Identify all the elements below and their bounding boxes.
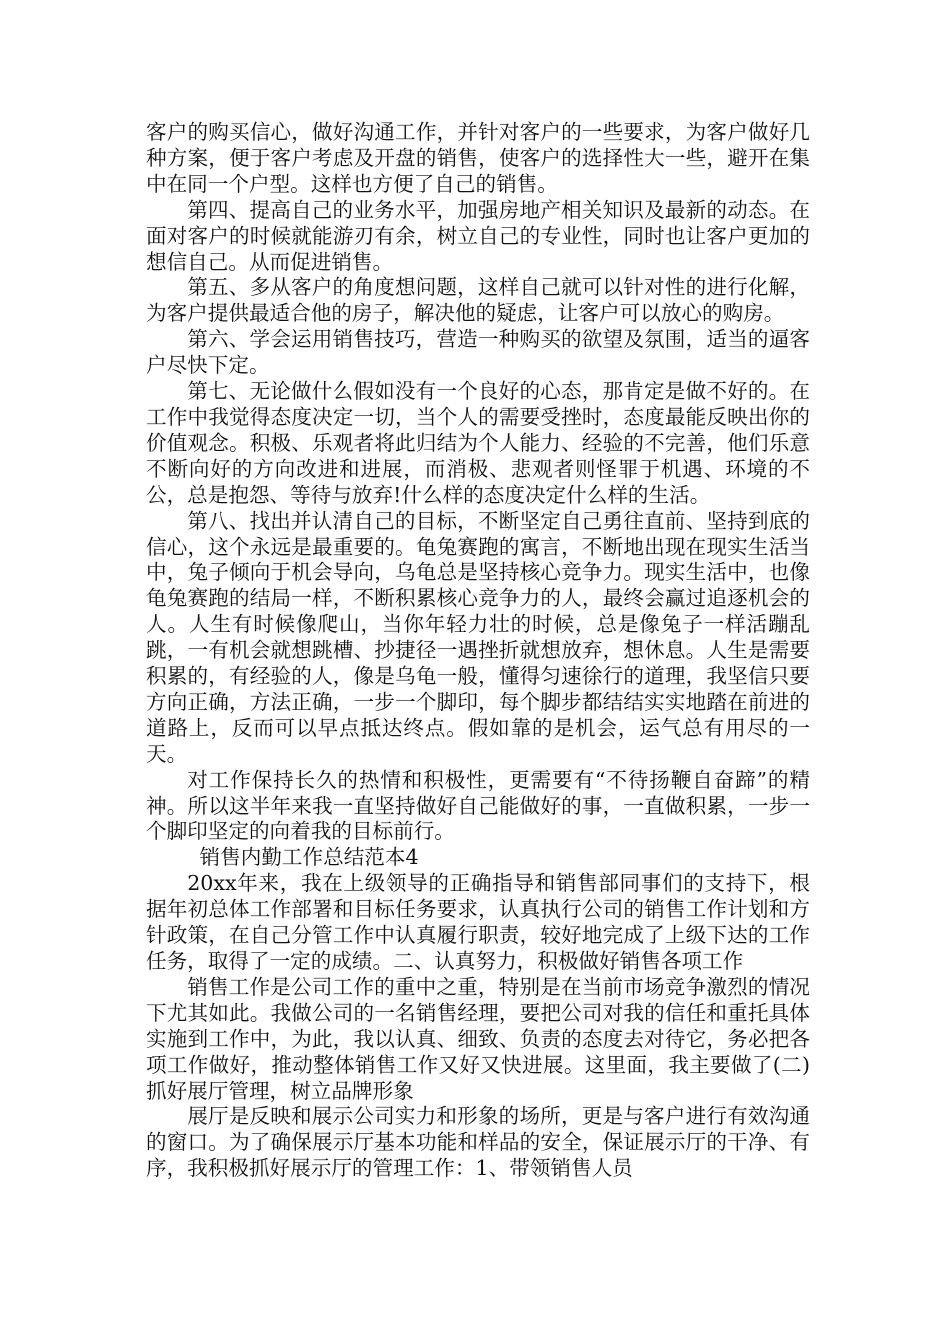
paragraph: 展厅是反映和展示公司实力和形象的场所，更是与客户进行有效沟通的窗口。为了确保展示厅基本功能和样品的安全，保证展示厅的干净、有序，我积极抓好展示厅的管理工作：1、带领销售人员 [146, 1104, 810, 1181]
paragraph: 第六、学会运用销售技巧，营造一种购买的欲望及氛围，适当的逼客户尽快下定。 [146, 327, 810, 378]
section-heading: 销售内勤工作总结范本4 [199, 845, 419, 870]
paragraph: 销售工作是公司工作的重中之重，特别是在当前市场竞争激烈的情况下尤其如此。我做公司的一名销售经理，要把公司对我的信任和重托具体实施到工作中，为此，我以认真、细致、负责的态度去对待它，务必把各项工作做好，推动整体销售工作又好又快进展。这里面，我主要做了(二)抓好展厅管理，树立品牌形象 [146, 974, 810, 1103]
paragraph: 对工作保持长久的热情和积极性，更需要有“不待扬鞭自奋蹄”的精神。所以这半年来我一直坚持做好自己能做好的事，一直做积累，一步一个脚印坚定的向着我的目标前行。 [146, 767, 810, 844]
paragraph: 第四、提高自己的业务水平，加强房地产相关知识及最新的动态。在面对客户的时候就能游刃有余，树立自己的专业性，同时也让客户更加的想信自己。从而促进销售。 [146, 197, 810, 274]
paragraph: 第八、找出并认清自己的目标，不断坚定自己勇往直前、坚持到底的信心，这个永远是最重要的。龟兔赛跑的寓言，不断地出现在现实生活当中，兔子倾向于机会导向，乌龟总是坚持核心竞争力。现实生活中，也像龟兔赛跑的结局一样，不断积累核心竞争力的人，最终会赢过追逐机会的人。人生有时候像爬山，当你年轻力壮的时候，总是像兔子一样活蹦乱跳，一有机会就想跳槽、抄捷径一遇挫折就想放弃，想休息。人生是需要积累的，有经验的人，像是乌龟一般，懂得匀速徐行的道理，我坚信只要方向正确，方法正确，一步一个脚印，每个脚步都结结实实地踏在前进的道路上，反而可以早点抵达终点。假如靠的是机会，运气总有用尽的一天。 [146, 508, 810, 766]
paragraph: 第五、多从客户的角度想问题，这样自己就可以针对性的进行化解，为客户提供最适合他的房子，解决他的疑虑，让客户可以放心的购房。 [146, 275, 810, 326]
paragraph: 客户的购买信心，做好沟通工作，并针对客户的一些要求，为客户做好几种方案，便于客户考虑及开盘的销售，使客户的选择性大一些，避开在集中在同一个户型。这样也方便了自己的销售。 [146, 120, 810, 196]
paragraph: 20xx年来，我在上级领导的正确指导和销售部同事们的支持下，根据年初总体工作部署和目标任务要求，认真执行公司的销售工作计划和方针政策，在自己分管工作中认真履行职责，较好地完成了上级下达的工作任务，取得了一定的成绩。二、认真努力，积极做好销售各项工作 [146, 871, 810, 973]
document-body [146, 120, 810, 1182]
paragraph: 第七、无论做什么假如没有一个良好的心态，那肯定是做不好的。在工作中我觉得态度决定一切，当个人的需要受挫时，态度最能反映出你的价值观念。积极、乐观者将此归结为个人能力、经验的不完善，他们乐意不断向好的方向改进和进展，而消极、悲观者则怪罪于机遇、环境的不公，总是抱怨、等待与放弃!什么样的态度决定什么样的生活。 [146, 379, 810, 507]
